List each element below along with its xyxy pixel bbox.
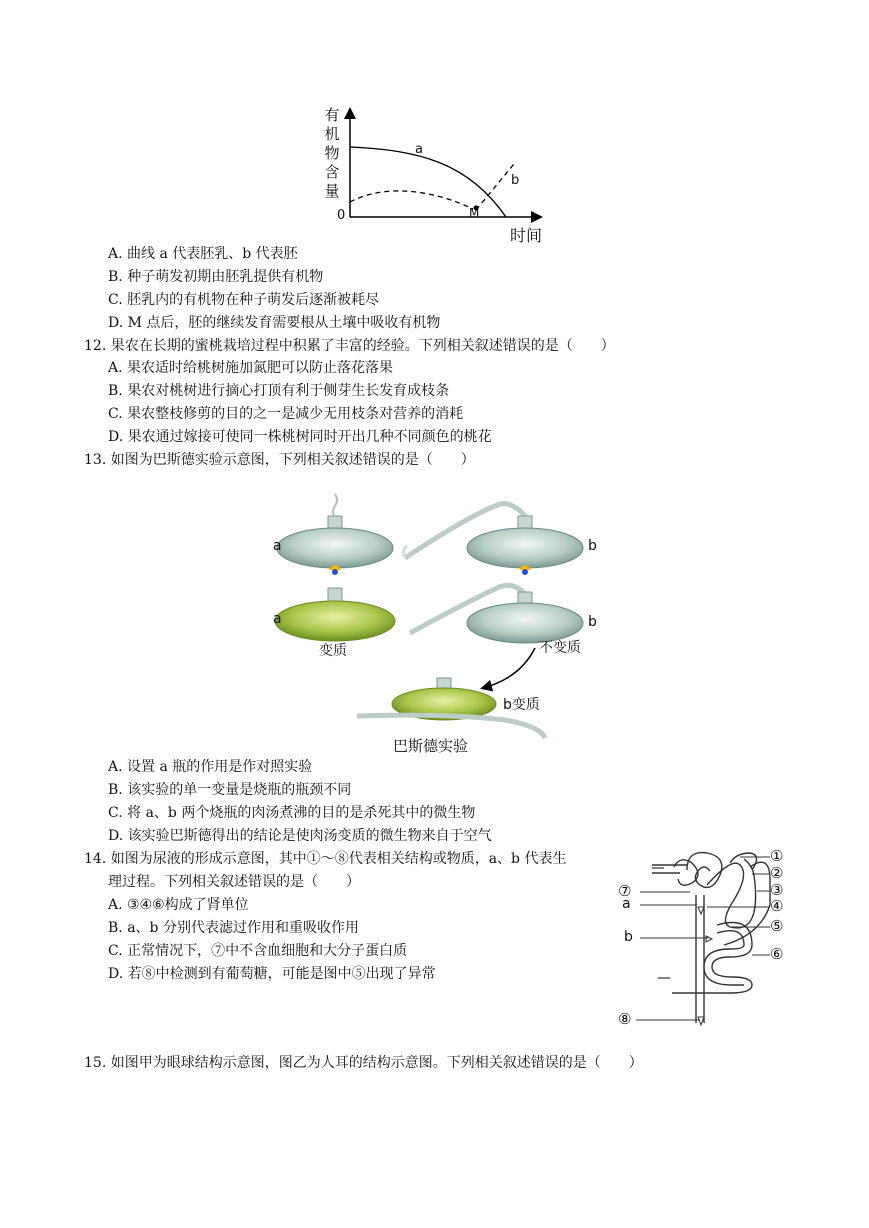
q11-option-d: D. M 点后，胚的继续发育需要根从土壤中吸收有机物 bbox=[108, 315, 441, 331]
curve-a-label: a bbox=[415, 142, 423, 157]
q15-stem: 15. 如图甲为眼球结构示意图，图乙为人耳的结构示意图。下列相关叙述错误的是（ ） bbox=[84, 1055, 643, 1071]
label-b-bottom: b bbox=[588, 614, 597, 630]
flask-b-top bbox=[403, 504, 583, 575]
q13-option-b: B. 该实验的单一变量是烧瓶的瓶颈不同 bbox=[108, 782, 352, 798]
flask-a-bottom bbox=[275, 588, 395, 641]
q12-option-a: A. 果农适时给桃树施加氮肥可以防止落花落果 bbox=[108, 360, 394, 376]
nephron-label-b: b bbox=[624, 929, 633, 945]
nephron-label-1: ① bbox=[770, 847, 784, 865]
nephron-label-6: ⑥ bbox=[770, 945, 784, 963]
q11-option-c: C. 胚乳内的有机物在种子萌发后逐渐被耗尽 bbox=[108, 292, 380, 308]
flask-b-bottom bbox=[410, 585, 583, 643]
nephron-label-3: ③ bbox=[770, 881, 784, 899]
nephron-label-a: a bbox=[622, 896, 631, 912]
q14-option-c: C. 正常情况下，⑦中不含血细胞和大分子蛋白质 bbox=[108, 943, 408, 959]
q13-option-d: D. 该实验巴斯德得出的结论是使肉汤变质的微生物来自于空气 bbox=[108, 828, 492, 844]
not-spoiled-label: 不变质 bbox=[539, 640, 581, 656]
nephron-label-7: ⑦ bbox=[618, 882, 632, 900]
q14-stem-line2: 理过程。下列相关叙述错误的是（ ） bbox=[108, 874, 360, 890]
organic-matter-graph bbox=[318, 100, 558, 245]
curve-b-label: b bbox=[511, 173, 520, 188]
q12-option-c: C. 果农整枝修剪的目的之一是减少无用枝条对营养的消耗 bbox=[108, 406, 464, 422]
label-a-top: a bbox=[273, 538, 282, 554]
pasteur-experiment-figure bbox=[265, 488, 620, 760]
y-axis-label: 有 机 物 含 量 bbox=[324, 106, 340, 200]
q13-option-c: C. 将 a、b 两个烧瓶的肉汤煮沸的目的是杀死其中的微生物 bbox=[108, 805, 476, 821]
nephron-label-4: ④ bbox=[770, 897, 784, 915]
curve-a bbox=[350, 147, 506, 217]
nephron-diagram bbox=[612, 845, 822, 1035]
curved-arrow bbox=[483, 648, 535, 688]
spoiled-label: 变质 bbox=[319, 643, 347, 659]
origin-label: 0 bbox=[337, 208, 346, 223]
label-b-top: b bbox=[588, 538, 597, 554]
q14-stem-line1: 14. 如图为尿液的形成示意图，其中①～⑧代表相关结构或物质，a、b 代表生 bbox=[84, 851, 567, 867]
pasteur-svg bbox=[265, 488, 620, 760]
q14-option-d: D. 若⑧中检测到有葡萄糖，可能是图中⑤出现了异常 bbox=[108, 966, 436, 982]
q14-option-a: A. ③④⑥构成了肾单位 bbox=[108, 897, 249, 913]
tubule-upper bbox=[707, 859, 756, 928]
x-axis-label: 时间 bbox=[510, 226, 543, 245]
q12-option-d: D. 果农通过嫁接可使同一株桃树同时开出几种不同颜色的桃花 bbox=[108, 429, 492, 445]
q11-option-b: B. 种子萌发初期由胚乳提供有机物 bbox=[108, 269, 324, 285]
point-m-label: M bbox=[469, 206, 480, 220]
b-spoiled-label: b变质 bbox=[503, 697, 540, 713]
nephron-label-8: ⑧ bbox=[618, 1010, 632, 1028]
curve-b-dashed bbox=[350, 191, 473, 209]
q14-option-b: B. a、b 分别代表滤过作用和重吸收作用 bbox=[108, 920, 359, 936]
q13-stem: 13. 如图为巴斯德实验示意图，下列相关叙述错误的是（ ） bbox=[84, 452, 475, 468]
nephron-svg bbox=[612, 845, 822, 1035]
flask-a-top bbox=[277, 494, 393, 575]
q12-option-b: B. 果农对桃树进行摘心打顶有利于侧芽生长发育成枝条 bbox=[108, 383, 450, 399]
pasteur-caption: 巴斯德实验 bbox=[393, 737, 469, 755]
nephron-label-5: ⑤ bbox=[770, 917, 784, 935]
q13-option-a: A. 设置 a 瓶的作用是作对照实验 bbox=[108, 759, 313, 775]
q11-option-a: A. 曲线 a 代表胚乳、b 代表胚 bbox=[108, 246, 298, 262]
tubule-outer bbox=[730, 853, 757, 870]
nephron-label-2: ② bbox=[770, 864, 784, 882]
q12-stem: 12. 果农在长期的蜜桃栽培过程中积累了丰富的经验。下列相关叙述错误的是（ ） bbox=[84, 338, 615, 354]
label-a-bottom: a bbox=[273, 611, 282, 627]
